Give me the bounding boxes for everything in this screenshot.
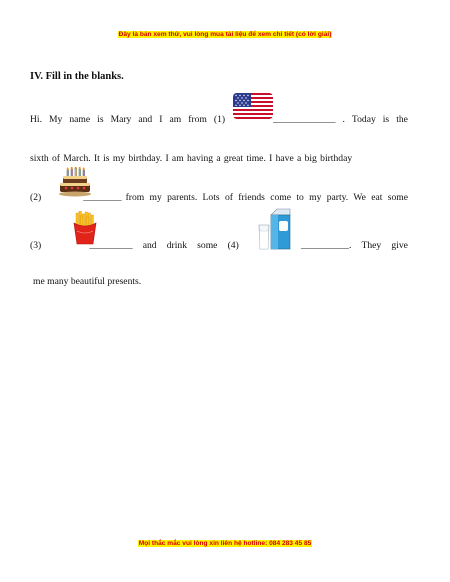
word: is bbox=[97, 114, 104, 125]
blank-number-2: (2) bbox=[30, 192, 42, 203]
hotline-notice-text: Mọi thắc mắc vui lòng xin liên hệ hotline: 084 283 45 85 bbox=[138, 540, 312, 547]
answer-blank-1: _____________ bbox=[273, 114, 336, 125]
word: name bbox=[69, 114, 91, 125]
word: is bbox=[382, 114, 390, 125]
word: give bbox=[391, 240, 408, 251]
word: am bbox=[169, 114, 182, 125]
passage-line-2: sixth of March. It is my birthday. I am having a great time. I have a big birthday bbox=[30, 153, 353, 164]
word: from bbox=[188, 114, 207, 125]
word: some bbox=[197, 240, 218, 251]
blank-number-1: (1) bbox=[213, 114, 226, 125]
passage-line-4 bbox=[30, 240, 408, 252]
word: I bbox=[159, 114, 163, 125]
blank-number-3: (3) bbox=[30, 240, 42, 251]
passage-line-3-text: from my parents. Lots of friends come to my party. We eat some bbox=[125, 192, 408, 203]
word: They bbox=[361, 240, 382, 251]
answer-blank-3: _________ bbox=[89, 240, 133, 251]
word: Today bbox=[351, 114, 376, 125]
answer-blank-4: __________. bbox=[300, 240, 352, 251]
word: and bbox=[138, 114, 153, 125]
word: My bbox=[49, 114, 63, 125]
word: . bbox=[342, 114, 345, 125]
word: drink bbox=[166, 240, 187, 251]
passage-line-5: me many beautiful presents. bbox=[33, 276, 142, 287]
answer-blank-2: ________ bbox=[83, 192, 122, 203]
passage-line-3 bbox=[30, 192, 408, 204]
word: and bbox=[142, 240, 157, 251]
word: Mary bbox=[110, 114, 132, 125]
blank-number-4: (4) bbox=[227, 240, 239, 251]
preview-notice-banner bbox=[0, 31, 450, 38]
hotline-notice-banner bbox=[0, 540, 450, 547]
section-title: IV. Fill in the blanks. bbox=[30, 71, 124, 82]
preview-notice-text: Đây là bản xem thử, vui lòng mua tài liệu để xem chi tiết (có lời giải) bbox=[118, 31, 332, 38]
word: the bbox=[396, 114, 408, 125]
passage-line-1 bbox=[30, 114, 408, 126]
word: Hi. bbox=[30, 114, 42, 125]
